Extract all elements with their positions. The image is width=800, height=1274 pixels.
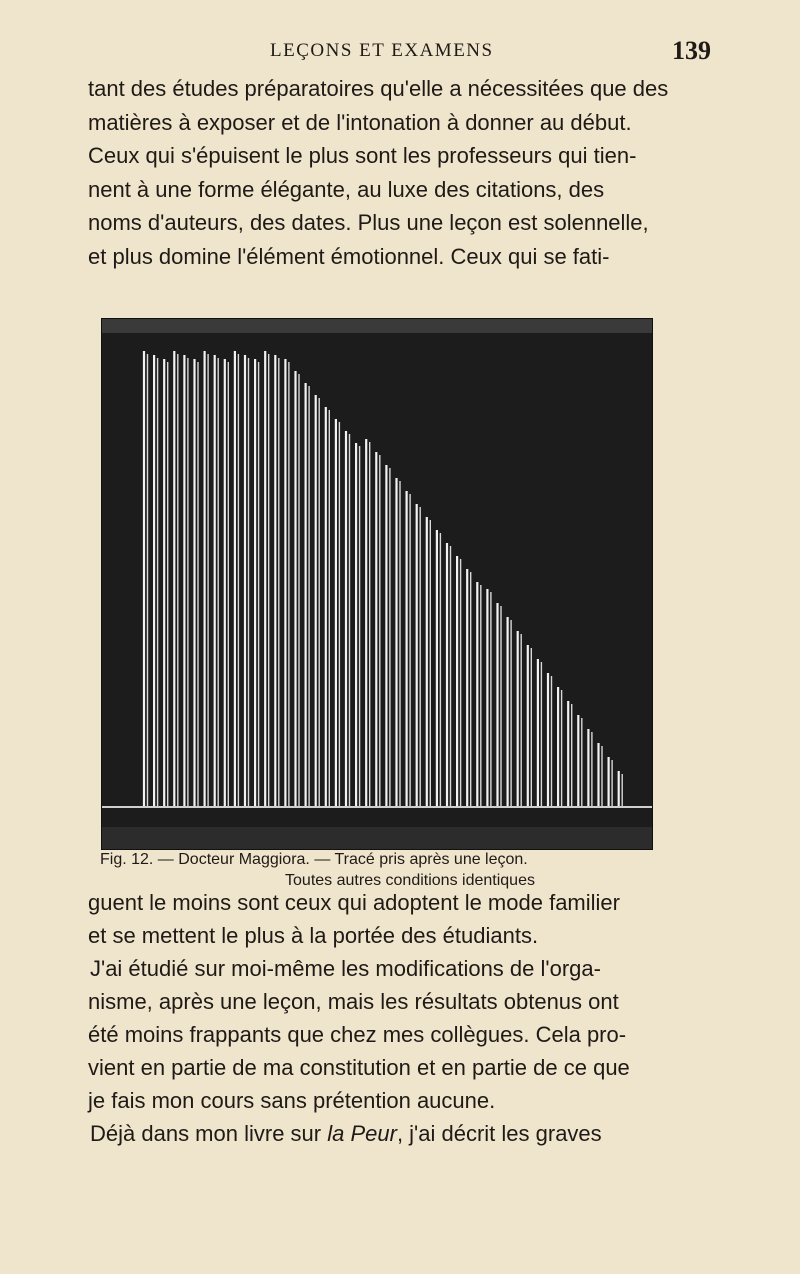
text-line: Ceux qui s'épuisent le plus sont les professeurs qui tien- — [88, 143, 637, 168]
book-title: la Peur — [327, 1121, 397, 1146]
figure-bottom-band — [102, 827, 652, 849]
text-line: noms d'auteurs, des dates. Plus une leçon est solennelle, — [88, 210, 649, 235]
ergograph-figure — [101, 318, 653, 850]
ergograph-trace — [102, 319, 652, 849]
text-fragment: , j'ai décrit les graves — [396, 1121, 602, 1146]
running-title: LEÇONS ET EXAMENS — [270, 40, 494, 61]
text-line: vient en partie de ma constitution et en partie de ce que — [88, 1055, 630, 1080]
text-line — [88, 1117, 708, 1150]
paragraph-bottom — [88, 886, 708, 1150]
text-line: nent à une forme élégante, au luxe des citations, des — [88, 176, 605, 202]
caption-line: Toutes autres conditions identiques — [285, 872, 535, 889]
caption-line: Fig. 12. — Docteur Maggiora. — Tracé pris après une leçon. — [100, 851, 528, 868]
text-line: J'ai étudié sur moi-même les modifications de l'orga- — [90, 956, 601, 981]
page-header — [0, 36, 800, 66]
figure-caption — [100, 849, 720, 891]
text-line: guent le moins sont ceux qui adoptent le mode familier — [88, 890, 620, 915]
text-line: nisme, après une leçon, mais les résultats obtenus ont — [88, 989, 619, 1014]
text-line: et plus domine l'élément émotionnel. Ceux qui se fati- — [88, 243, 610, 269]
paragraph-top — [88, 72, 708, 273]
figure-top-band — [102, 319, 652, 333]
text-fragment: Déjà dans mon livre sur — [90, 1121, 328, 1146]
text-line: tant des études préparatoires qu'elle a nécessitées que des — [88, 76, 669, 101]
text-line: matières à exposer et de l'intonation à donner au début. — [88, 109, 632, 135]
text-line: et se mettent le plus à la portée des étudiants. — [88, 923, 539, 948]
page-number: 139 — [672, 36, 711, 65]
text-line: été moins frappants que chez mes collègues. Cela pro- — [88, 1022, 627, 1047]
text-line: je fais mon cours sans prétention aucune. — [88, 1088, 496, 1113]
